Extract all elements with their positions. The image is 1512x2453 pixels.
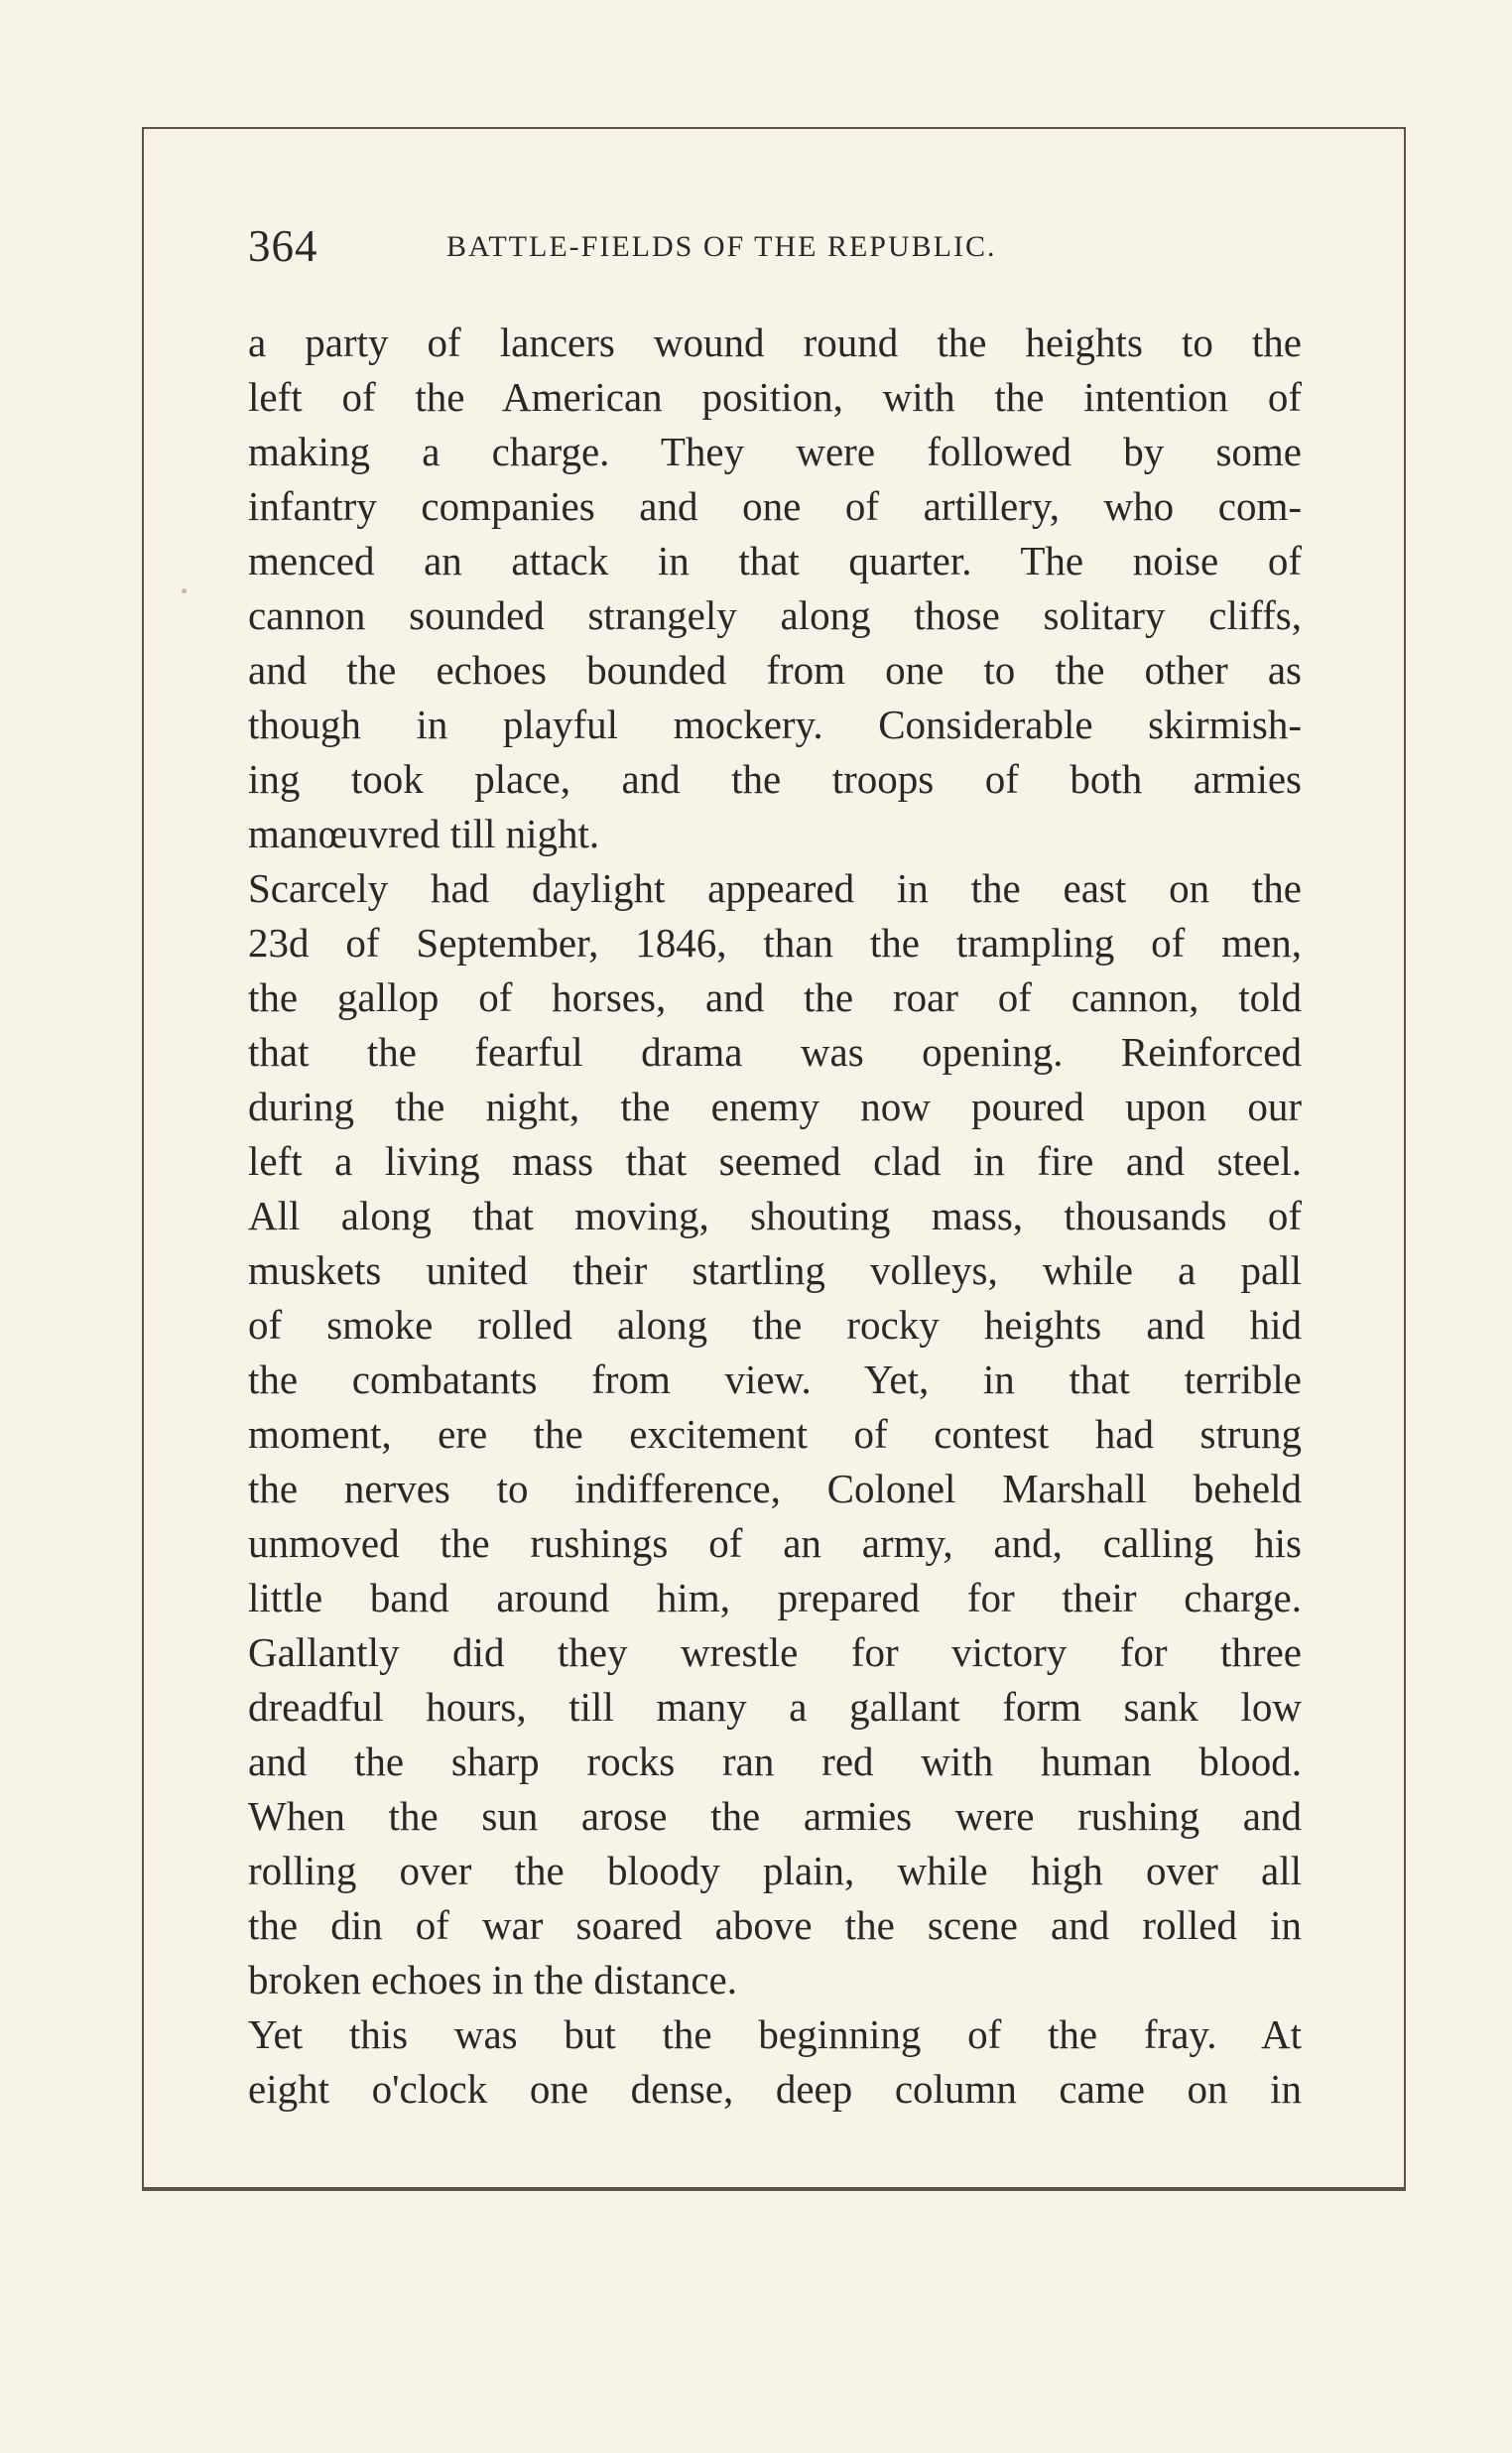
running-head (248, 220, 1300, 280)
text-line: dreadful hours, till many a gallant form sank low (248, 1684, 1302, 1730)
text-line: eight o'clock one dense, deep column came on in (248, 2066, 1302, 2112)
text-line: though in playful mockery. Considerable skirmish- (248, 702, 1302, 747)
text-line: and the echoes bounded from one to the other as (248, 647, 1302, 693)
text-line: unmoved the rushings of an army, and, calling his (248, 1520, 1302, 1566)
text-line: Gallantly did they wrestle for victory for three (248, 1629, 1302, 1675)
running-title: BATTLE-FIELDS OF THE REPUBLIC. (446, 230, 997, 263)
text-line: manœuvred till night. (248, 811, 600, 856)
text-line: left a living mass that seemed clad in fire and steel. (248, 1138, 1302, 1184)
text-line: little band around him, prepared for their charge. (248, 1575, 1302, 1620)
text-line: rolling over the bloody plain, while high over all (248, 1848, 1302, 1893)
text-line: menced an attack in that quarter. The noise of (248, 538, 1302, 583)
text-line: that the fearful drama was opening. Reinforced (248, 1029, 1302, 1075)
text-line: broken echoes in the distance. (248, 1957, 737, 2002)
text-line: moment, ere the excitement of contest had strung (248, 1411, 1302, 1457)
text-line: the gallop of horses, and the roar of cannon, told (248, 974, 1302, 1020)
page-number: 364 (248, 221, 318, 271)
text-line: All along that moving, shouting mass, thousands of (248, 1193, 1302, 1238)
text-line: during the night, the enemy now poured upon our (248, 1084, 1302, 1129)
text-line: muskets united their startling volleys, while a pall (248, 1247, 1302, 1293)
text-line: and the sharp rocks ran red with human blood. (248, 1739, 1302, 1784)
text-line: the nerves to indifference, Colonel Marshall beheld (248, 1466, 1302, 1511)
text-line: When the sun arose the armies were rushing and (248, 1793, 1302, 1839)
text-line: left of the American position, with the intention of (248, 374, 1302, 420)
text-line: Scarcely had daylight appeared in the east on the (248, 865, 1302, 911)
text-line: of smoke rolled along the rocky heights and hid (248, 1302, 1302, 1348)
text-line: the combatants from view. Yet, in that terrible (248, 1356, 1302, 1402)
text-line: infantry companies and one of artillery, who com- (248, 483, 1302, 529)
text-line: cannon sounded strangely along those solitary cliffs, (248, 592, 1302, 638)
text-line: Yet this was but the beginning of the fray. At (248, 2011, 1302, 2057)
ink-speck (182, 588, 187, 593)
text-line: a party of lancers wound round the heights to the (248, 320, 1302, 365)
text-line: ing took place, and the troops of both armies (248, 756, 1302, 802)
text-line: the din of war soared above the scene and rolled in (248, 1902, 1302, 1948)
text-line: 23d of September, 1846, than the trampling of men, (248, 920, 1302, 966)
body-text (248, 316, 1302, 2117)
text-line: making a charge. They were followed by some (248, 429, 1302, 474)
